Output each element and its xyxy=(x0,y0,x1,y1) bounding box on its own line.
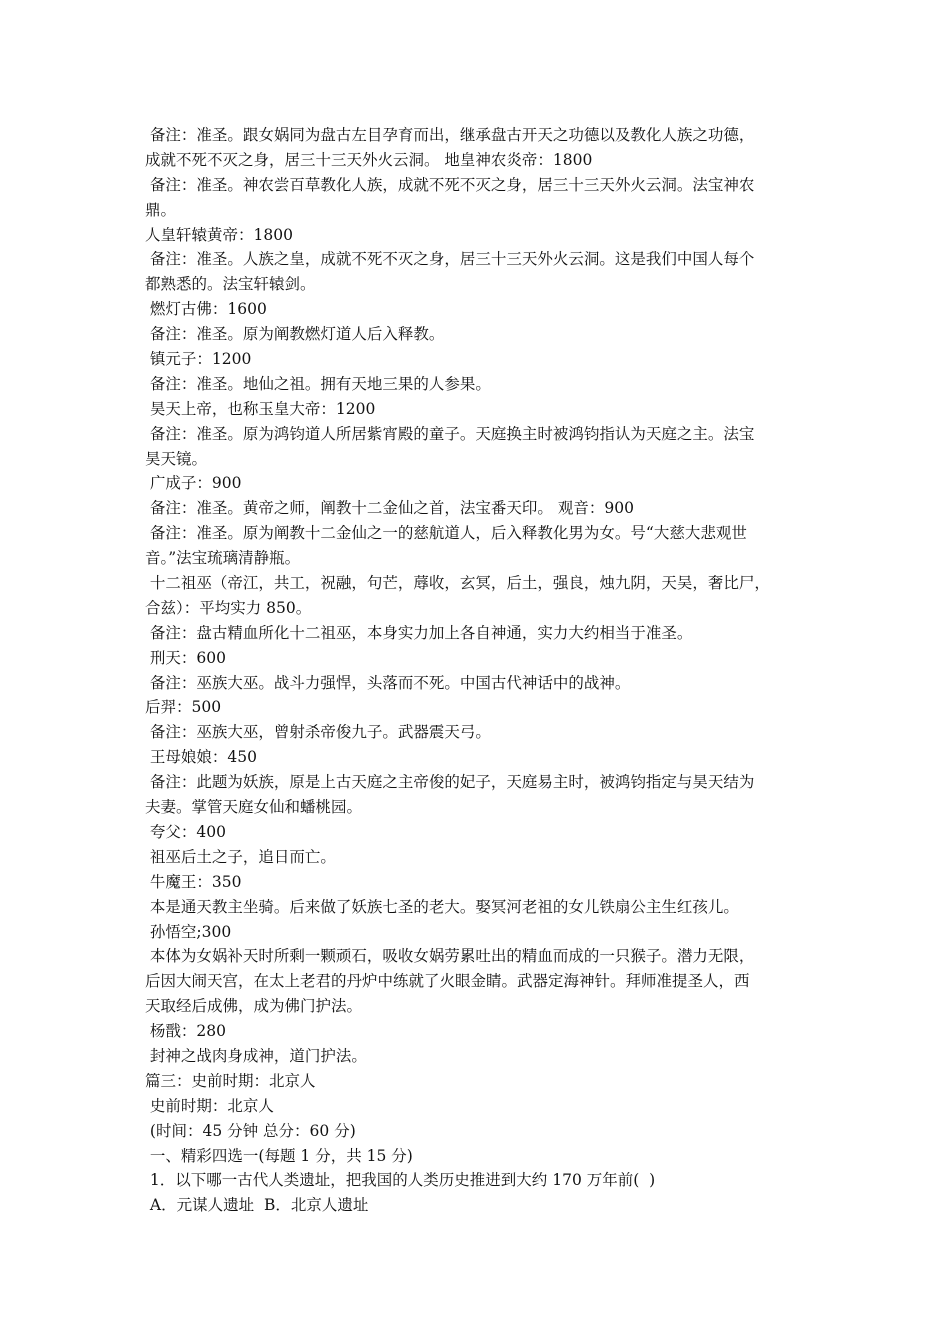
text-line: 合兹）：平均实力 850。 xyxy=(145,598,312,617)
text-line: 刑天：600 xyxy=(145,648,227,667)
text-line: 备注：巫族大巫。战斗力强悍，头落而不死。中国古代神话中的战神。 xyxy=(145,673,631,692)
text-line: 备注：准圣。跟女娲同为盘古左目孕育而出，继承盘古开天之功德以及教化人族之功德， xyxy=(145,126,755,144)
text-line: 镇元子：1200 xyxy=(145,350,252,369)
text-line: 史前时期：北京人 xyxy=(145,1096,274,1115)
text-line: 后羿：500 xyxy=(145,698,222,717)
question-line: 1．以下哪一古代人类遗址，把我国的人类历史推进到大约 170 万年前( ) xyxy=(145,1171,656,1190)
text-line: 王母娘娘：450 xyxy=(145,748,258,767)
text-line: 备注：巫族大巫，曾射杀帝俊九子。武器震天弓。 xyxy=(145,723,491,742)
text-line: 音。”法宝琉璃清静瓶。 xyxy=(145,549,301,568)
text-line: 封神之战肉身成神，道门护法。 xyxy=(145,1046,367,1065)
options-line: A．元谋人遗址 B．北京人遗址 xyxy=(145,1196,369,1215)
text-line: 天取经后成佛，成为佛门护法。 xyxy=(145,997,363,1016)
text-line: 人皇轩辕黄帝：1800 xyxy=(145,225,293,244)
text-line: 备注：准圣。神农尝百草教化人族，成就不死不灭之身，居三十三天外火云洞。法宝神农 xyxy=(145,175,755,194)
text-line: 备注：准圣。地仙之祖。拥有天地三果的人参果。 xyxy=(145,374,491,393)
text-line: 夫妻。掌管天庭女仙和蟠桃园。 xyxy=(145,798,363,817)
text-line: 备注：准圣。原为鸿钧道人所居紫宵殿的童子。天庭换主时被鸿钧指认为天庭之主。法宝 xyxy=(145,424,755,443)
text-line: 备注：此题为妖族，原是上古天庭之主帝俊的妃子，天庭易主时，被鸿钧指定与昊天结为 xyxy=(145,773,755,792)
section-heading: 篇三：史前时期：北京人 xyxy=(145,1071,316,1090)
text-line: 鼎。 xyxy=(145,200,177,219)
text-line: 都熟悉的。法宝轩辕剑。 xyxy=(145,275,316,294)
text-line: 昊天镜。 xyxy=(145,449,208,468)
text-line: 昊天上帝，也称玉皇大帝：1200 xyxy=(145,399,376,418)
text-line: 祖巫后土之子，追日而亡。 xyxy=(145,847,336,866)
text-line: 成就不死不灭之身，居三十三天外火云洞。 地皇神农炎帝：1800 xyxy=(145,150,593,169)
text-line: 本是通天教主坐骑。后来做了妖族七圣的老大。娶冥河老祖的女儿铁扇公主生红孩儿。 xyxy=(145,897,739,916)
text-line: 备注：准圣。黄帝之师，阐教十二金仙之首，法宝番天印。 观音：900 xyxy=(145,499,634,518)
text-line: (时间：45 分钟 总分：60 分) xyxy=(145,1121,356,1140)
text-line: 备注：准圣。原为阐教燃灯道人后入释教。 xyxy=(145,325,445,344)
text-line: 备注：准圣。原为阐教十二金仙之一的慈航道人，后入释教化男为女。号“大慈大悲观世 xyxy=(145,524,747,543)
text-line: 备注：准圣。人族之皇，成就不死不灭之身，居三十三天外火云洞。这是我们中国人每个 xyxy=(145,250,755,269)
text-line: 牛魔王：350 xyxy=(145,872,242,891)
text-line: 备注：盘古精血所化十二祖巫，本身实力加上各自神通，实力大约相当于准圣。 xyxy=(145,623,693,642)
text-line: 广成子：900 xyxy=(145,474,242,493)
text-line: 后因大闹天宫，在太上老君的丹炉中练就了火眼金睛。武器定海神针。拜师准提圣人，西 xyxy=(145,972,750,991)
text-line: 十二祖巫（帝江，共工，祝融，句芒，蓐收，玄冥，后土，强良，烛九阴，天吴，奢比尸， xyxy=(145,574,770,593)
text-line: 杨戬：280 xyxy=(145,1022,227,1041)
text-line: 本体为女娲补天时所剩一颗顽石，吸收女娲劳累吐出的精血而成的一只猴子。潜力无限， xyxy=(145,947,755,966)
text-line: 燃灯古佛：1600 xyxy=(145,300,267,319)
text-line: 孙悟空;300 xyxy=(145,922,232,941)
text-line: 一、精彩四选一(每题 1 分，共 15 分) xyxy=(145,1146,413,1165)
text-line: 夸父：400 xyxy=(145,822,227,841)
document-page xyxy=(145,123,817,1218)
